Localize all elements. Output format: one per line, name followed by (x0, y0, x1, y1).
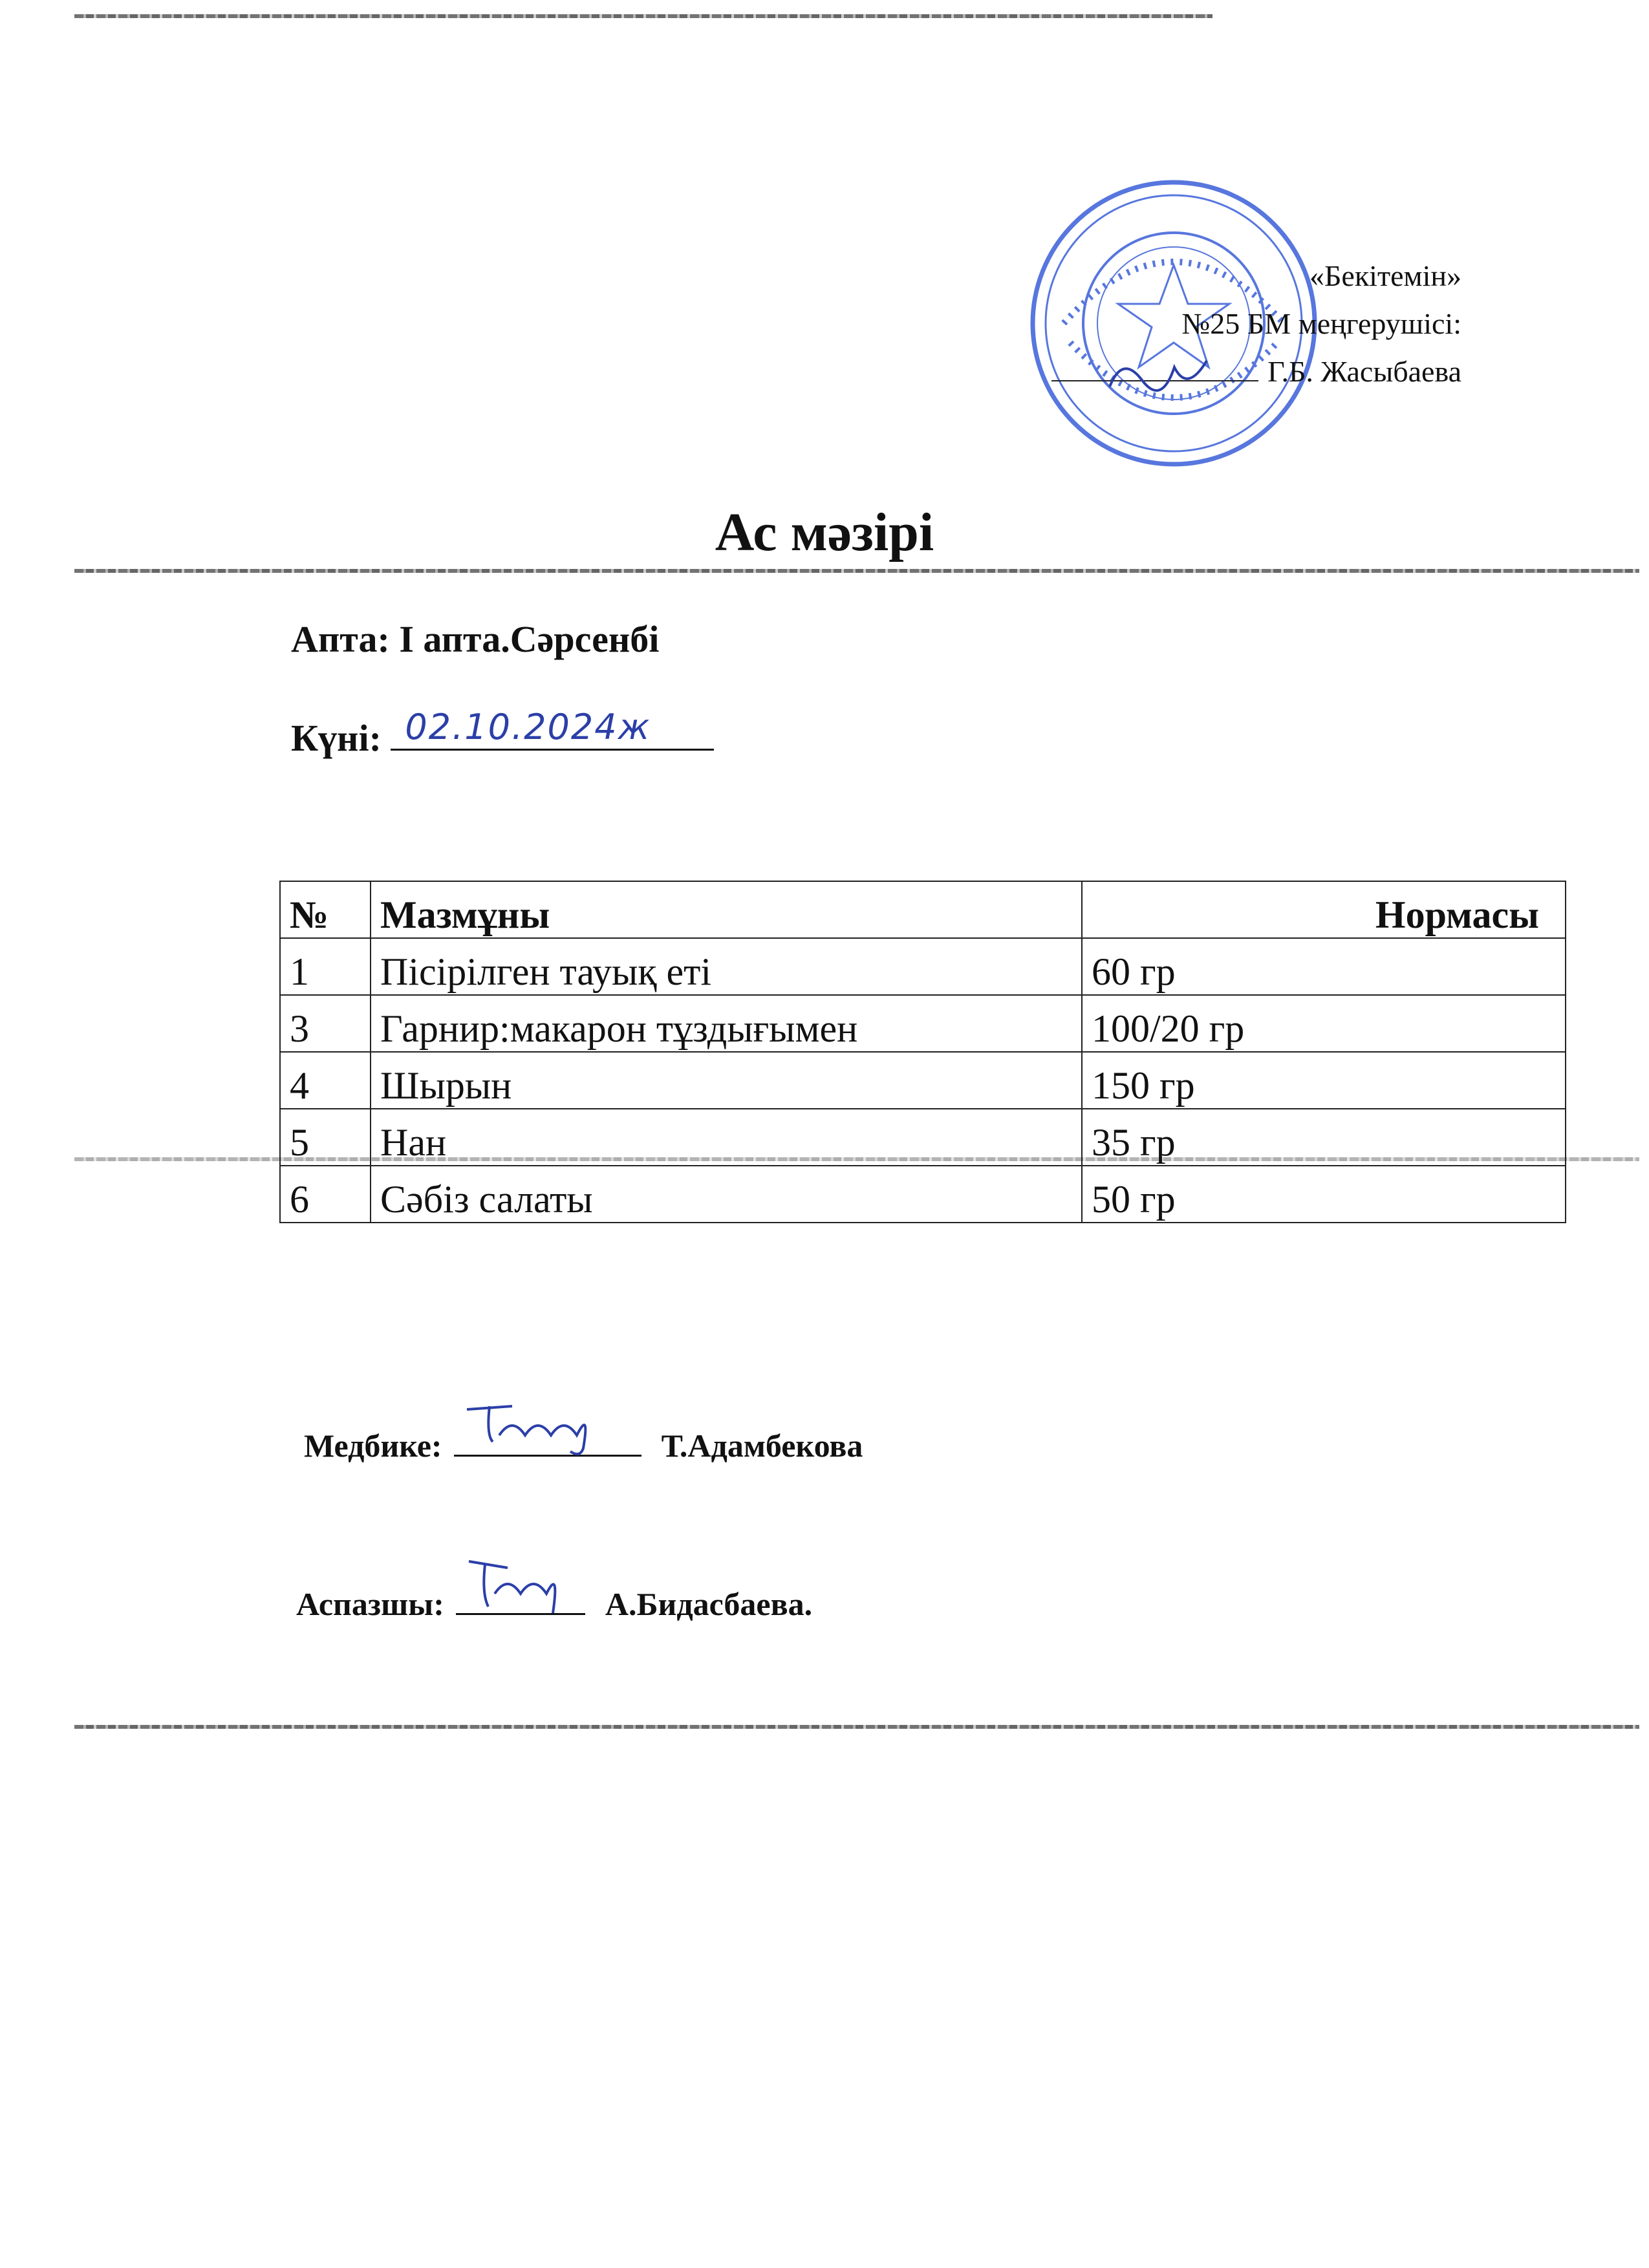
scan-line-lower (74, 1725, 1639, 1729)
cook-label: Аспазшы: (296, 1586, 444, 1622)
table-header-row (280, 881, 1566, 938)
row-content: Шырын (371, 1052, 1082, 1109)
approval-signature-row (1051, 348, 1461, 396)
table-row (280, 938, 1566, 995)
row-content: Сәбіз салаты (371, 1166, 1082, 1223)
scan-line-upper (74, 569, 1639, 573)
row-number: 4 (280, 1052, 371, 1109)
row-norm: 150 гр (1082, 1052, 1566, 1109)
row-norm: 50 гр (1082, 1166, 1566, 1223)
row-norm: 100/20 гр (1082, 995, 1566, 1052)
approval-name: Г.Б. Жасыбаева (1267, 355, 1461, 388)
row-content: Гарнир:макарон тұздығымен (371, 995, 1082, 1052)
table-row (280, 995, 1566, 1052)
approval-heading: «Бекітемін» (1310, 259, 1461, 292)
header-number: № (280, 881, 371, 938)
cook-signature-line (456, 1574, 585, 1615)
nurse-signature-line (454, 1416, 641, 1457)
date-field (391, 707, 714, 751)
cook-signature-block (296, 1574, 812, 1623)
approval-block (1051, 252, 1461, 396)
row-content: Нан (371, 1109, 1082, 1166)
row-number: 3 (280, 995, 371, 1052)
nurse-signature-icon (454, 1390, 641, 1461)
header-norm: Нормасы (1082, 881, 1566, 938)
approval-position: №25 БМ меңгерушісі: (1181, 307, 1461, 340)
row-norm: 60 гр (1082, 938, 1566, 995)
approval-signature-icon (1051, 354, 1258, 393)
row-number: 5 (280, 1109, 371, 1166)
menu-table (279, 881, 1566, 1223)
page-title: Ас мәзірі (715, 502, 934, 562)
nurse-label: Медбике: (304, 1428, 442, 1464)
date-label: Күні: (291, 717, 382, 759)
date-value: 02.10.2024ж (405, 707, 651, 747)
week-line: Апта: I апта.Сәрсенбі (291, 618, 660, 660)
row-number: 6 (280, 1166, 371, 1223)
table-row (280, 1109, 1566, 1166)
row-norm: 35 гр (1082, 1109, 1566, 1166)
nurse-name: Т.Адамбекова (661, 1428, 863, 1464)
cook-name: А.Бидасбаева. (605, 1586, 813, 1622)
header-content: Мазмұны (371, 881, 1082, 938)
approval-signature-line (1051, 354, 1258, 381)
row-number: 1 (280, 938, 371, 995)
scan-line-top (74, 14, 1212, 18)
table-row (280, 1052, 1566, 1109)
nurse-signature-block (304, 1416, 863, 1464)
table-row (280, 1166, 1566, 1223)
cook-signature-icon (456, 1548, 585, 1620)
row-content: Пісірілген тауық еті (371, 938, 1082, 995)
date-line (291, 707, 714, 760)
